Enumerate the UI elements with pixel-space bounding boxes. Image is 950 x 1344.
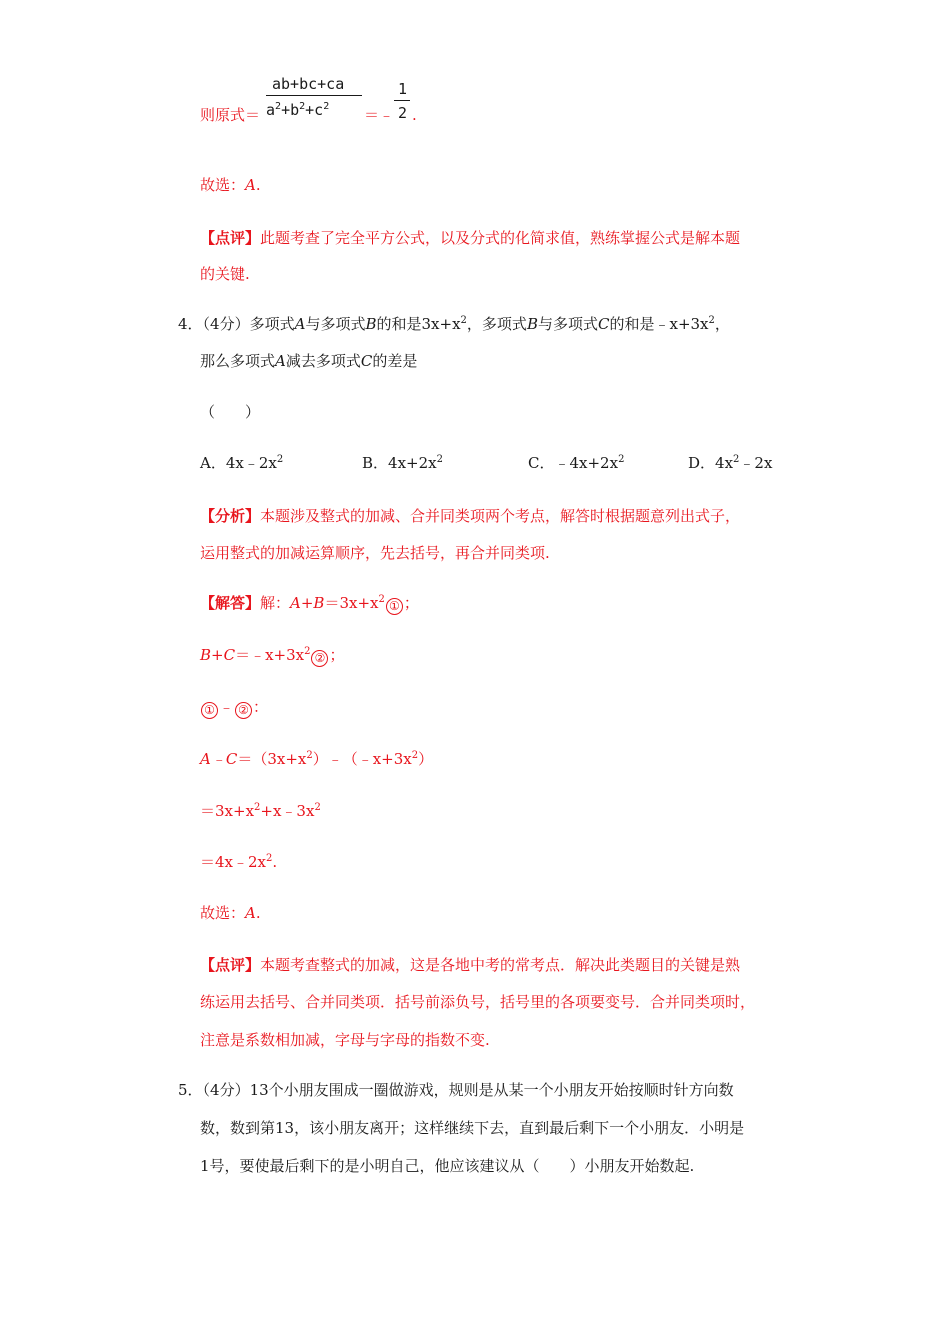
q4-score: （4分） xyxy=(202,315,250,333)
q4-solution-line1: 【解答】解：$A+B=3x+x^2$ ① ； xyxy=(200,594,419,613)
q4-analysis-tag: 【分析】 xyxy=(200,507,261,525)
q4-comment-line3: 注意是系数相加减，字母与字母的指数不变. xyxy=(200,1031,490,1049)
q3-fraction-numerator: ab+bc+ca xyxy=(272,75,345,93)
circled-one-mark: ① xyxy=(386,598,403,615)
q4-stem-line1: 4．（4分）多项式A与多项式B的和是$3x+x^2$，多项式B与多项式C的和是$﹣x+3x^2$， xyxy=(178,315,730,333)
q4-analysis-line1: 【分析】本题涉及整式的加减、合并同类项两个考点，解答时根据题意列出式子， xyxy=(200,507,741,525)
q5-number: 5． xyxy=(178,1081,203,1099)
q5-line2: 数，数到第13，该小朋友离开；这样继续下去，直到最后剩下一个小朋友．小明是 xyxy=(200,1119,745,1137)
q4-analysis-line2: 运用整式的加减运算顺序，先去括号，再合并同类项. xyxy=(200,544,550,562)
q3-half-denominator: 2 xyxy=(398,104,408,122)
q4-option-a: A．$4x﹣2x^2$ xyxy=(200,454,284,472)
q4-stem-line2: 那么多项式A减去多项式C的差是 xyxy=(200,352,418,370)
q4-comment-line2: 练运用去括号、合并同类项．括号前添负号，括号里的各项要变号．合并同类项时， xyxy=(200,993,756,1011)
circled-two-mark: ② xyxy=(311,650,328,667)
q5-line1: 5．（4分）13个小朋友围成一圈做游戏，规则是从某一个小朋友开始按顺时针方向数 xyxy=(178,1081,734,1099)
q4-option-d: D．$4x^2﹣2x$ xyxy=(688,454,773,472)
q4-solution-line2: $B+C=﹣x+3x^2$ ② ； xyxy=(200,646,345,665)
q4-answer-blank: （ ） xyxy=(200,403,261,421)
q3-comment-tag: 【点评】 xyxy=(200,229,261,247)
q3-fraction-bar xyxy=(266,95,362,96)
q3-choice: 故选：A. xyxy=(200,176,261,194)
q3-half-bar xyxy=(394,100,410,101)
q3-result-prefix: 则原式＝ xyxy=(200,106,261,124)
q3-fraction-denominator: $a^2+b^2+c^2$ xyxy=(266,101,330,119)
q3-comment-line2: 的关键. xyxy=(200,265,250,283)
q4-comment-line1: 【点评】本题考查整式的加减，这是各地中考的常考点．解决此类题目的关键是熟 xyxy=(200,956,741,974)
q4-solution-tag: 【解答】 xyxy=(200,594,261,612)
q4-choice: 故选：A. xyxy=(200,904,261,922)
q5-score: （4分） xyxy=(202,1081,250,1099)
q5-line3: 1号，要使最后剩下的是小明自己，他应该建议从（ ）小朋友开始数起. xyxy=(200,1157,695,1175)
q3-equals: ＝﹣ xyxy=(364,106,395,124)
q4-solution-line6: $=4x﹣2x^2$. xyxy=(200,853,278,871)
q4-comment-tag: 【点评】 xyxy=(200,956,261,974)
q4-solution-line5: $=3x+x^2+x﹣3x^2$ xyxy=(200,802,321,820)
q4-number: 4． xyxy=(178,315,203,333)
q4-solution-line3: ① ﹣ ② ： xyxy=(200,697,268,719)
q4-option-b: B．$4x+2x^2$ xyxy=(362,454,443,472)
q4-option-c: C．$﹣4x+2x^2$ xyxy=(528,454,625,472)
q4-solution-line4: $A﹣C=(3x+x^2)﹣(﹣x+3x^2)$ xyxy=(200,750,434,768)
q3-half-numerator: 1 xyxy=(398,80,408,98)
q3-comment-line1: 【点评】此题考查了完全平方公式，以及分式的化简求值，熟练掌握公式是解本题 xyxy=(200,229,741,247)
q3-period: . xyxy=(412,106,417,124)
